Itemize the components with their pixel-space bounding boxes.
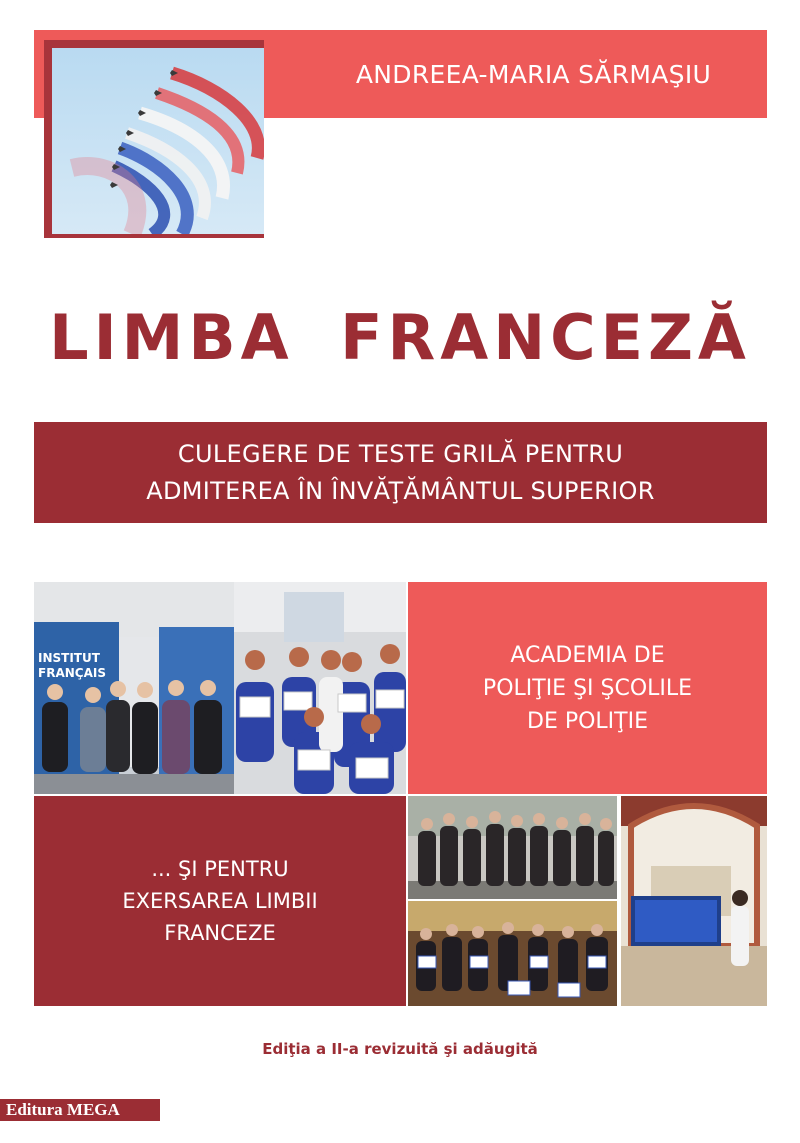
subtitle xyxy=(34,422,767,523)
institut-sign-line-1: INSTITUT xyxy=(38,651,100,665)
subtitle-line-2: ADMITEREA ÎN ÎNVĂŢĂMÂNTUL SUPERIOR xyxy=(146,476,655,505)
institut-sign-line-2: FRANÇAIS xyxy=(38,666,106,680)
academy-line-3: DE POLIŢIE xyxy=(527,708,648,734)
academy-line-2: POLIŢIE ŞI ŞCOLILE xyxy=(482,675,693,701)
airshow-photo xyxy=(52,48,264,234)
subtitle-line-1: CULEGERE DE TESTE GRILĂ PENTRU xyxy=(177,439,624,468)
practice-line-2: EXERSAREA LIMBII xyxy=(122,889,318,913)
publisher-name: Editura MEGA xyxy=(6,1100,120,1119)
practice-line-1: ... ŞI PENTRU xyxy=(151,857,289,881)
practice-line-3: FRANCEZE xyxy=(164,921,276,945)
academy-text xyxy=(408,582,767,794)
presentation-hall-photo xyxy=(621,796,767,1006)
practice-text xyxy=(34,796,406,1006)
diplomas-group-photo xyxy=(234,582,406,794)
edition-note: Ediţia a II-a revizuită şi adăugită xyxy=(262,1040,538,1058)
author-name: ANDREEA-MARIA SĂRMAŞIU xyxy=(355,59,712,89)
ceremony-group-photo xyxy=(408,901,617,1006)
institut-group-photo xyxy=(34,582,234,794)
academy-line-1: ACADEMIA DE xyxy=(510,642,665,668)
book-title: LIMBA FRANCEZĂ xyxy=(49,301,751,374)
outdoor-group-photo xyxy=(408,796,617,899)
